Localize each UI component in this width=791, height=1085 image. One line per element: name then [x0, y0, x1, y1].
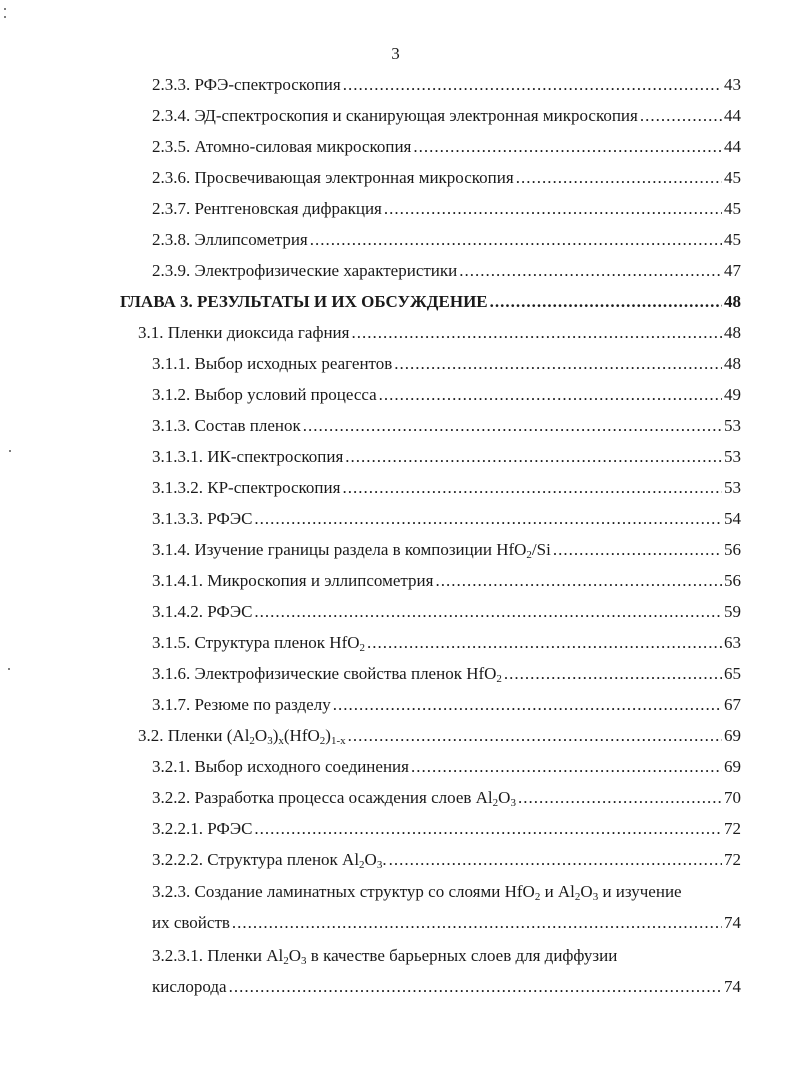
scan-speck: [4, 8, 6, 10]
dot-leader: [254, 508, 722, 530]
toc-entry[interactable]: [152, 136, 741, 158]
toc-entry-title: 3.1.3.3. РФЭС: [152, 509, 253, 528]
toc-entry[interactable]: [152, 570, 741, 592]
toc-entry-title: 2.3.9. Электрофизические характеристики: [152, 261, 458, 280]
scan-speck: [4, 16, 6, 18]
toc-entry-title: 3.1.3. Состав пленок: [152, 416, 301, 435]
toc-entry-title: 3.2.2.1. РФЭС: [152, 819, 253, 838]
toc-entry[interactable]: [152, 756, 741, 778]
toc-entry-page: 43: [724, 75, 741, 94]
toc-entry-title: 3.1.4. Изучение границы раздела в композиции HfO$_2$/Si: [152, 540, 551, 561]
dot-leader: [254, 601, 722, 623]
toc-entry-page: 45: [724, 168, 741, 187]
dot-leader: [232, 912, 722, 934]
toc-entry[interactable]: [152, 694, 741, 716]
toc-entry-page: 48: [724, 292, 741, 311]
toc-entry-title-line1[interactable]: 3.2.3.1. Пленки $Al_2O_3$ в качестве барьерных слоев для диффузии: [152, 946, 618, 967]
dot-leader: [435, 570, 722, 592]
dot-leader: [303, 415, 722, 437]
toc-entry-page: 44: [724, 106, 741, 125]
dot-leader: [459, 260, 722, 282]
dot-leader: [367, 632, 722, 654]
toc-entry[interactable]: [152, 912, 741, 934]
toc-entry[interactable]: [152, 446, 741, 468]
toc-entry-page: 56: [724, 571, 741, 590]
toc-entry-title: 3.1.3.2. КР-спектроскопия: [152, 478, 341, 497]
toc-entry-page: 47: [724, 261, 741, 280]
toc-entry[interactable]: [152, 508, 741, 530]
toc-entry[interactable]: [152, 167, 741, 189]
toc-entry-title: 3.1.5. Структура пленок HfO$_2$: [152, 633, 366, 654]
dot-leader: [229, 976, 722, 998]
toc-entry[interactable]: [152, 787, 741, 809]
toc-entry[interactable]: [152, 198, 741, 220]
toc-entry-title: 3.1.3.1. ИК-спектроскопия: [152, 447, 344, 466]
toc-entry[interactable]: [152, 663, 741, 685]
toc-entry-title-line1[interactable]: 3.2.3. Создание ламинатных структур со слоями HfO$_2$ и $Al_2O_3$ и изучение: [152, 882, 682, 903]
toc-entry-page: 65: [724, 664, 741, 683]
toc-entry-title: 2.3.7. Рентгеновская дифракция: [152, 199, 382, 218]
toc-entry-page: 48: [724, 354, 741, 373]
toc-entry-page: 53: [724, 478, 741, 497]
dot-leader: [342, 477, 722, 499]
toc-entry[interactable]: [152, 105, 741, 127]
toc-entry-title: 3.2.2.2. Структура пленок $Al_2O_3$.: [152, 850, 387, 871]
dot-leader: [333, 694, 722, 716]
toc-entry[interactable]: [152, 601, 741, 623]
toc-entry[interactable]: [152, 229, 741, 251]
toc-entry[interactable]: [138, 725, 741, 747]
toc-entry-page: 45: [724, 230, 741, 249]
toc-entry-title: 3.1.2. Выбор условий процесса: [152, 385, 377, 404]
toc-entry-title: ГЛАВА 3. РЕЗУЛЬТАТЫ И ИХ ОБСУЖДЕНИЕ: [120, 292, 488, 311]
dot-leader: [640, 105, 722, 127]
toc-entry-title-line2: их свойств: [152, 913, 230, 932]
scan-speck: [9, 450, 11, 452]
toc-entry[interactable]: [152, 818, 741, 840]
toc-entry[interactable]: [152, 260, 741, 282]
page-number: 3: [391, 44, 400, 63]
toc-entry-page: 53: [724, 447, 741, 466]
toc-entry-title: 2.3.4. ЭД-спектроскопия и сканирующая электронная микроскопия: [152, 106, 638, 125]
dot-leader: [518, 787, 722, 809]
toc-entry[interactable]: [152, 353, 741, 375]
dot-leader: [504, 663, 722, 685]
dot-leader: [310, 229, 722, 251]
dot-leader: [379, 384, 722, 406]
toc-entry-page: 44: [724, 137, 741, 156]
dot-leader: [411, 756, 722, 778]
dot-leader: [351, 322, 722, 344]
toc-entry[interactable]: [152, 976, 741, 998]
toc-entry-page: 74: [724, 913, 741, 932]
toc-entry[interactable]: [152, 632, 741, 654]
toc-entry-title: 2.3.3. РФЭ-спектроскопия: [152, 75, 341, 94]
toc-entry[interactable]: [152, 539, 741, 561]
dot-leader: [384, 198, 722, 220]
toc-entry-title: 3.2. Пленки $(Al_2O_3)_x(HfO_2)_{1-x}$: [138, 726, 346, 747]
toc-entry-page: 53: [724, 416, 741, 435]
dot-leader: [345, 446, 722, 468]
toc-entry-title: 3.1.6. Электрофизические свойства пленок HfO$_2$: [152, 664, 502, 685]
toc-entry-title: 2.3.5. Атомно-силовая микроскопия: [152, 137, 412, 156]
toc-entry-page: 72: [724, 819, 741, 838]
toc-entry-page: 49: [724, 385, 741, 404]
toc-entry[interactable]: [152, 849, 741, 871]
toc-entry-title: 3.1.7. Резюме по разделу: [152, 695, 331, 714]
toc-entry-page: 63: [724, 633, 741, 652]
toc-entry-title: 2.3.6. Просвечивающая электронная микроскопия: [152, 168, 514, 187]
toc-entry-page: 70: [724, 788, 741, 807]
dot-leader: [394, 353, 722, 375]
toc-entry-title: 3.1.4.2. РФЭС: [152, 602, 253, 621]
toc-entry-title: 3.2.1. Выбор исходного соединения: [152, 757, 409, 776]
dot-leader: [490, 291, 722, 313]
toc-chapter-entry[interactable]: [120, 291, 741, 313]
dot-leader: [343, 74, 722, 96]
toc-entry-page: 54: [724, 509, 741, 528]
toc-entry-page: 69: [724, 726, 741, 745]
dot-leader: [516, 167, 722, 189]
toc-entry-page: 69: [724, 757, 741, 776]
toc-entry-page: 56: [724, 540, 741, 559]
toc-entry-title-line2: кислорода: [152, 977, 227, 996]
toc-entry[interactable]: [138, 322, 741, 344]
scan-speck: [8, 668, 10, 670]
toc-entry-title: 3.2.2. Разработка процесса осаждения слоев $Al_2O_3$: [152, 788, 516, 809]
dot-leader: [413, 136, 722, 158]
toc-entry-title: 3.1.4.1. Микроскопия и эллипсометрия: [152, 571, 434, 590]
toc-entry-page: 59: [724, 602, 741, 621]
dot-leader: [254, 818, 722, 840]
toc-entry-title: 3.1. Пленки диоксида гафния: [138, 323, 350, 342]
toc-entry-page: 45: [724, 199, 741, 218]
toc-entry[interactable]: [152, 384, 741, 406]
toc-entry[interactable]: [152, 477, 741, 499]
dot-leader: [553, 539, 722, 561]
toc-entry-page: 48: [724, 323, 741, 342]
toc-entry[interactable]: [152, 74, 741, 96]
dot-leader: [348, 725, 722, 747]
toc-entry-title: 2.3.8. Эллипсометрия: [152, 230, 308, 249]
toc-entry-page: 74: [724, 977, 741, 996]
dot-leader: [389, 849, 722, 871]
toc-entry-page: 67: [724, 695, 741, 714]
toc-entry-page: 72: [724, 850, 741, 869]
toc-entry-title: 3.1.1. Выбор исходных реагентов: [152, 354, 393, 373]
toc-entry[interactable]: [152, 415, 741, 437]
